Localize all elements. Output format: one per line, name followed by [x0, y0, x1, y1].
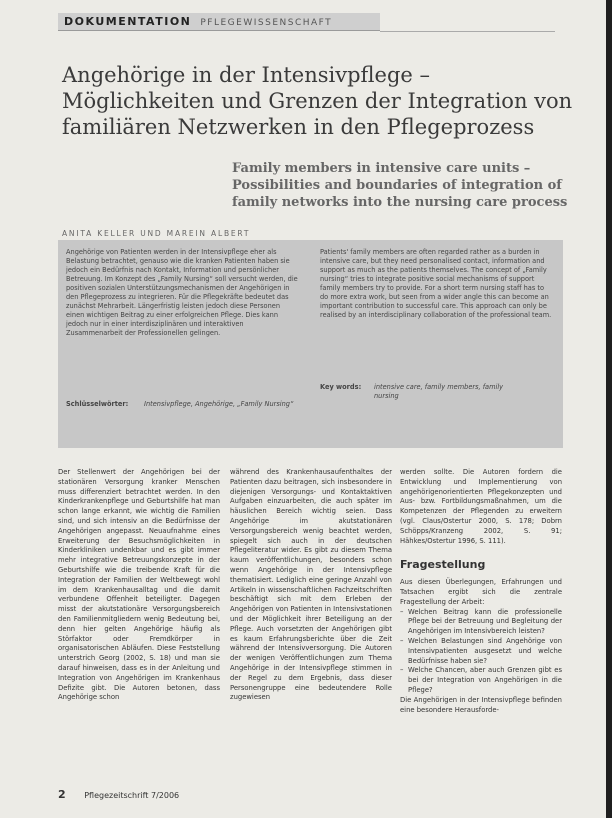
body-paragraph: Aus diesen Überlegungen, Erfahrungen und Tatsachen ergibt sich die zentrale Fragestellung der Arbeit: [400, 578, 562, 606]
article-authors: ANITA KELLER UND MAREIN ALBERT [62, 229, 251, 238]
article-title [62, 62, 573, 140]
keywords-german-label: Schlüsselwörter: [66, 400, 129, 408]
keywords-german-value: Intensivpflege, Angehörige, „Family Nursing“ [144, 400, 294, 408]
page-footer [58, 788, 179, 801]
header-rule [380, 31, 555, 32]
page-number: 2 [58, 788, 66, 801]
list-item: – Welchen Beitrag kann die professionelle Pflege bei der Betreuung und Begleitung der Angehörigen im Intensivbereich leisten? [400, 608, 562, 637]
body-column-1 [58, 468, 220, 703]
list-item: – Welchen Belastungen sind Angehörige von Intensivpatienten ausgesetzt und welche Bedürfnisse haben sie? [400, 637, 562, 666]
abstract-german [66, 248, 298, 338]
keywords-english-label: Key words: [320, 383, 362, 391]
subsection-label: PFLEGEWISSENSCHAFT [200, 18, 333, 28]
scan-edge [606, 0, 612, 818]
body-paragraph: Der Stellenwert der Angehörigen bei der stationären Versorgung kranker Menschen muss differenziert betrachtet werden. In den Kinderkrankenpflege und Geburtshilfe hat man schon lange erkannt, wie wichtig die Familien sind, und sich intensiv an die Bedürfnisse der Angehörigen angepasst. Neuaufnahme eines Erweiterung der Besuchsmöglichkeiten in Kinderkliniken undenkbar und es gibt immer mehr integrative Betreuungskonzepte in der Geburtshilfe wie die treibende Kraft für die Integration der Familien der Weltbewegt wohl im dem Krankenhausalltag und die damit verbundene Offenheit beteiligter. Dagegen misst der akutstationäre Versorgungsbereich den Familienmitgliedern wenig Bedeutung bei, denn hier gelten Angehörige häufig als Störfaktor oder Fremdkörper in organisatorischen Abläufen. Diese Feststellung unterstrich Georg (2002, S. 18) und man sie darauf hinweisen, dass es in der Anleitung und Integration von Angehörigen im Krankenhaus Defizite gibt. Die Autoren betonen, dass Angehörige schon [58, 468, 220, 702]
title-line: familiären Netzwerken in den Pflegeprozess [62, 115, 535, 139]
section-label: DOKUMENTATION [64, 15, 192, 28]
list-item: – Welche Chancen, aber auch Grenzen gibt es bei der Integration von Angehörigen in die Pflege? [400, 666, 562, 695]
abstract-english-text: Patients' family members are often regarded rather as a burden in intensive care, but they need personalised contact, information and support as much as the patients themselves. The concept of „Family nursing“ tries to integrate positive social mechanisms of support family members try to provide. For a short term nursing staff has to do more extra work, but seen from a wider angle this can become an important contribution to successful care. This approach can only be realised by an interdisciplinary collaboration of the professional team. [320, 248, 552, 319]
title-line: Angehörige in der Intensivpflege – [62, 63, 431, 87]
article-subtitle [232, 160, 568, 211]
subtitle-line: family networks into the nursing care process [232, 195, 568, 210]
keywords-english [320, 383, 550, 400]
body-paragraph: werden sollte. Die Autoren fordern die Entwicklung und Implementierung von angehörigenorientierten Pflegekonzepten und Aus- bzw. Fortbildungsmaßnahmen, um die Kompetenzen der Pflegenden zu erweitern (vgl. Claus/Ostertur 2000, S. 178; Dobrn Schöpps/Kranzeng 2002, S. 91; Hähkes/Ostertur 1996, S. 111). [400, 468, 562, 545]
journal-name: Pflegezeitschrift 7/2006 [84, 791, 180, 800]
abstract-german-text: Angehörige von Patienten werden in der Intensivpflege eher als Belastung betrachtet, genauso wie die kranken Patienten haben sie jedoch ein Bedürfnis nach Kontakt, Information und persönlicher Betreuung. Im Konzept des „Family Nursing“ soll versucht werden, die positiven sozialen Unterstützungsmechanismen der Angehörigen in den Pflegeprozess zu integrieren. Für die Pflegekräfte bedeutet das zunächst Mehrarbeit. Längerfristig leisten jedoch diese Personen einen wichtigen Beitrag zu einer erfolgreichen Pflege. Dies kann jedoch nur in einer interdisziplinären und interaktiven Zusammenarbeit der Professionellen gelingen. [66, 248, 298, 337]
subtitle-line: Possibilities and boundaries of integration of [232, 178, 562, 193]
abstract-box [58, 240, 563, 448]
keywords-english-value: intensive care, family members, family nursing [374, 383, 504, 400]
title-line: Möglichkeiten und Grenzen der Integration von [62, 89, 573, 113]
abstract-english [320, 248, 552, 320]
body-paragraph: Die Angehörigen in der Intensivpflege befinden eine besondere Herausforde- [400, 695, 562, 714]
body-paragraph: während des Krankenhausaufenthaltes der Patienten dazu beitragen, sich insbesondere in diejenigen Versorgungs- und Kontaktaktiven Aufgaben einzuarbeiten, die auch später im häuslichen Bereich wichtig seien. Dass Angehörige im akutstationären Versorgungsbereich wenig beachtet werden, spiegelt sich auch in der deutschen Pflegeliteratur wider. Es gibt zu diesem Thema kaum veröffentlichungen, besonders schon wenn Angehörige in der Intensivpflege thematisiert. Lediglich eine geringe Anzahl von Artikeln in wissenschaftlichen Fachzeitschriften beschäftigt sich mit dem Erleben der Angehörigen von Patienten in Intensivstationen und der Möglichkeit ihrer Beteiligung an der Pflege. Auch vorsetzten der Angehörigen gibt es kaum Erfahrungsberichte über die Zeit während der Intensivversorgung. Die Autoren der wenigen Veröffentlichungen zum Thema Angehörige in der Intensivpflege stimmen in der Regel zu dem Ergebnis, dass dieser Personengruppe eine bedeutendere Rolle zugewiesen [230, 468, 392, 702]
subtitle-line: Family members in intensive care units – [232, 161, 531, 176]
section-heading: Fragestellung [400, 558, 486, 572]
body-column-2 [230, 468, 392, 703]
section-header [58, 13, 380, 31]
question-list [400, 608, 562, 696]
keywords-german [66, 400, 296, 409]
body-column-3 [400, 468, 562, 715]
